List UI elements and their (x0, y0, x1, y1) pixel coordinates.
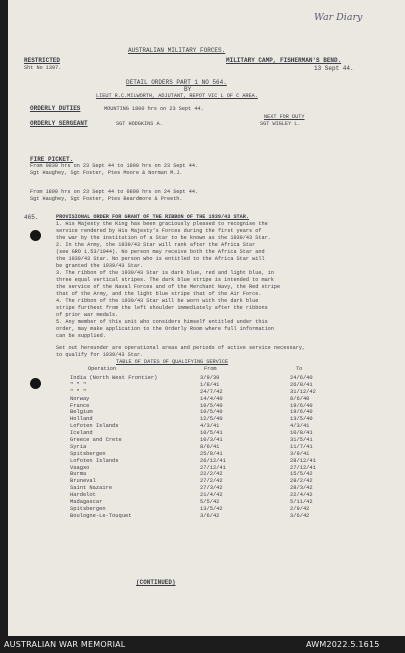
operation-cell: Burma (70, 471, 87, 478)
table-row (70, 506, 350, 513)
document-title: AUSTRALIAN MILITARY FORCES. (128, 47, 226, 54)
column-header-from: From (204, 366, 217, 372)
intro-text: to qualify for 1939/43 Star. (56, 352, 144, 358)
from-date-cell: 27/2/42 (200, 478, 223, 485)
item-body-line: of prior war medals. (56, 312, 119, 318)
to-date-cell: 2/9/42 (290, 505, 310, 512)
from-date-cell: 26/12/41 (200, 457, 226, 464)
operation-cell: Spitsbergen (70, 505, 106, 512)
table-row (70, 430, 350, 437)
table-row (70, 458, 350, 465)
to-date-cell: 19/6/40 (290, 409, 313, 416)
orderly-officer-next: SGT WIGLEY L. (260, 121, 301, 127)
table-row (70, 513, 350, 520)
commander-line: LIEUT R.C.MILWORTH, ADJUTANT, REPOT VIC L OF C AREA. (96, 93, 258, 99)
page-number: Sht No 1397. (24, 65, 62, 71)
table-row (70, 416, 350, 423)
from-date-cell: 24/7/42 (200, 388, 223, 395)
item-body-line: (see GRO 1.53/1944). No person may receive both the Africa Star and (56, 249, 265, 255)
operation-cell: Bruneval (70, 478, 96, 485)
to-date-cell: 10/8/41 (290, 430, 313, 437)
intro-text: Set out hereunder are operational areas and periods of active service necessary, (56, 345, 306, 351)
table-row (70, 403, 350, 410)
fire-picket-line: From 1800 hrs on 23 Sept 44 to 0800 hrs on 24 Sept 44. (30, 189, 199, 195)
from-date-cell: 3/6/42 (200, 512, 220, 519)
camp-name: MILITARY CAMP, FISHERMAN'S BEND. (226, 57, 342, 64)
to-date-cell: 28/12/41 (290, 457, 316, 464)
from-date-cell: 13/5/42 (200, 505, 223, 512)
to-date-cell: 22/4/42 (290, 492, 313, 499)
operation-cell: Vaagso (70, 464, 90, 471)
fire-picket-line: Sgt Haughey, Sgt Foster, Ptes Beardmore & Preeth. (30, 196, 183, 202)
from-date-cell: 10/5/41 (200, 430, 223, 437)
punch-hole (30, 378, 41, 389)
table-row (70, 485, 350, 492)
to-date-cell: 24/6/40 (290, 375, 313, 381)
table-row (70, 409, 350, 416)
to-date-cell: 31/5/41 (290, 437, 313, 444)
to-date-cell: 8/6/40 (290, 395, 310, 402)
item-heading: PROVISIONAL ORDER FOR GRANT OF THE RIBBON OF THE 1939/43 STAR. (56, 214, 250, 220)
orderly-duties-label: ORDERLY DUTIES (30, 105, 81, 112)
item-body-line: the war by the institution of a Star to be known as the 1939/43 Star. (56, 235, 271, 241)
table-title: TABLE OF DATES OF QUALIFYING SERVICE (116, 359, 229, 365)
next-for-duty-label: NEXT FOR DUTY (264, 114, 305, 120)
item-body-line: 3. The ribbon of the 1939/43 Star is dark blue, red and light blue, in (56, 270, 274, 276)
document-page (8, 0, 405, 636)
to-date-cell: 27/12/41 (290, 464, 316, 471)
continued-label: (CONTINUED) (136, 579, 176, 586)
to-date-cell: 5/11/42 (290, 499, 313, 506)
to-date-cell: 4/3/41 (290, 423, 310, 430)
to-date-cell: 28/3/42 (290, 485, 313, 492)
from-date-cell: 4/3/41 (200, 423, 220, 430)
operation-cell: Lofoten Islands (70, 423, 119, 430)
operation-cell: " " " (70, 381, 87, 388)
item-body-line: service rendered by His Majesty's Forces during the first years of (56, 228, 262, 234)
from-date-cell: 3/9/39 (200, 375, 220, 381)
operation-cell: Hardelot (70, 492, 96, 499)
orderly-officer-label: ORDERLY SERGEANT (30, 120, 88, 127)
item-body-line: three equal vertical stripes. The dark blue stripe is intended to mark (56, 277, 274, 283)
table-row (70, 478, 350, 485)
fire-picket-line: Sgt Haughey, Sgt Foster, Ptes Moore & Norman M.J. (30, 170, 183, 176)
from-date-cell: 27/12/41 (200, 464, 226, 471)
item-number: 465. (24, 214, 39, 221)
operation-cell: Norway (70, 395, 90, 402)
from-date-cell: 27/3/42 (200, 485, 223, 492)
orders-title: DETAIL ORDERS PART 1 NO 564. (126, 79, 227, 86)
table-row (70, 437, 350, 444)
item-body-line: order, may make application to the Orderly Room where full information (56, 326, 274, 332)
operation-cell: Lofoten Islands (70, 457, 119, 464)
table-row (70, 389, 350, 396)
item-body-line: 4. The ribbon of the 1939/43 Star will be worn with the dark blue (56, 298, 259, 304)
to-date-cell: 11/7/41 (290, 443, 313, 450)
to-date-cell: 15/5/42 (290, 471, 313, 478)
table-row (70, 423, 350, 430)
operation-cell: Iceland (70, 430, 93, 437)
to-date-cell: 26/8/41 (290, 381, 313, 388)
column-header-to: To (296, 366, 303, 372)
punch-hole (30, 230, 41, 241)
to-date-cell: 3/9/41 (290, 450, 310, 457)
archive-reference: AWM2022.5.1615 (306, 640, 380, 649)
to-date-cell: 19/6/40 (290, 402, 313, 409)
from-date-cell: 8/6/41 (200, 443, 220, 450)
table-row (70, 499, 350, 506)
orderly-duties-value: MOUNTING 1800 hrs on 23 Sept 44. (104, 106, 204, 112)
table-row (70, 471, 350, 478)
item-body-line: be granted the 1939/43 Star. (56, 263, 144, 269)
operation-cell: Greece and Crete (70, 437, 122, 444)
column-header-operation: Operation (88, 366, 117, 372)
operation-cell: India (North West Frontier) (70, 375, 158, 381)
from-date-cell: 22/2/42 (200, 471, 223, 478)
table-row (70, 451, 350, 458)
from-date-cell: 14/4/40 (200, 395, 223, 402)
by-line: BY (184, 86, 192, 93)
from-date-cell: 25/8/41 (200, 450, 223, 457)
operation-cell: Syria (70, 443, 87, 450)
to-date-cell: 3/6/42 (290, 512, 310, 519)
to-date-cell: 28/2/42 (290, 478, 313, 485)
item-body-line: that of the Army, and the light blue stripe that of the Air Force. (56, 291, 262, 297)
from-date-cell: 10/5/40 (200, 409, 223, 416)
item-body-line: 2. In the Army, the 1939/43 Star will rank after the Africa Star (56, 242, 256, 248)
item-body-line: the 1939/43 Star. No person who is entitled to the Africa Star will (56, 256, 265, 262)
table-row (70, 396, 350, 403)
item-body-line: the service of the Naval Forces and of the Merchant Navy, the Red stripe (56, 284, 281, 290)
service-table (70, 375, 350, 520)
operation-cell: France (70, 402, 90, 409)
classification-label: RESTRICTED (24, 57, 61, 64)
archive-name: AUSTRALIAN WAR MEMORIAL (4, 640, 126, 649)
from-date-cell: 5/5/42 (200, 499, 220, 506)
to-date-cell: 13/5/40 (290, 416, 313, 423)
table-row (70, 465, 350, 472)
fire-picket-line: From 0830 hrs on 23 Sept 44 to 1800 hrs on 23 Sept 44. (30, 163, 199, 169)
operation-cell: Saint Nazaire (70, 485, 113, 492)
handwritten-annotation: War Diary (314, 12, 363, 23)
orderly-officer-value: SGT HODGKINS A. (116, 121, 163, 127)
item-body-line: 1. His Majesty the King has been graciously pleased to recognise the (56, 221, 268, 227)
from-date-cell: 12/5/40 (200, 416, 223, 423)
operation-cell: Belgium (70, 409, 93, 416)
to-date-cell: 31/12/42 (290, 388, 316, 395)
table-row (70, 492, 350, 499)
table-row (70, 382, 350, 389)
from-date-cell: 1/8/41 (200, 381, 220, 388)
item-body-line: can be supplied. (56, 333, 106, 339)
from-date-cell: 21/4/42 (200, 492, 223, 499)
operation-cell: " " " (70, 388, 87, 395)
from-date-cell: 10/5/40 (200, 402, 223, 409)
operation-cell: Boulogne-Le-Touquet (70, 512, 132, 519)
operation-cell: Madagascar (70, 499, 103, 506)
operation-cell: Spitsbergen (70, 450, 106, 457)
from-date-cell: 10/3/41 (200, 437, 223, 444)
archive-footer (0, 636, 405, 653)
document-date: 13 Sept 44. (314, 65, 354, 72)
table-row (70, 444, 350, 451)
item-body-line: stripe furthest from the left shoulder immediately after the ribbons (56, 305, 268, 311)
table-row (70, 375, 350, 382)
item-body-line: 5. Any member of this unit who considers himself entitled under this (56, 319, 268, 325)
operation-cell: Holland (70, 416, 93, 423)
fire-picket-heading: FIRE PICKET. (30, 156, 74, 163)
